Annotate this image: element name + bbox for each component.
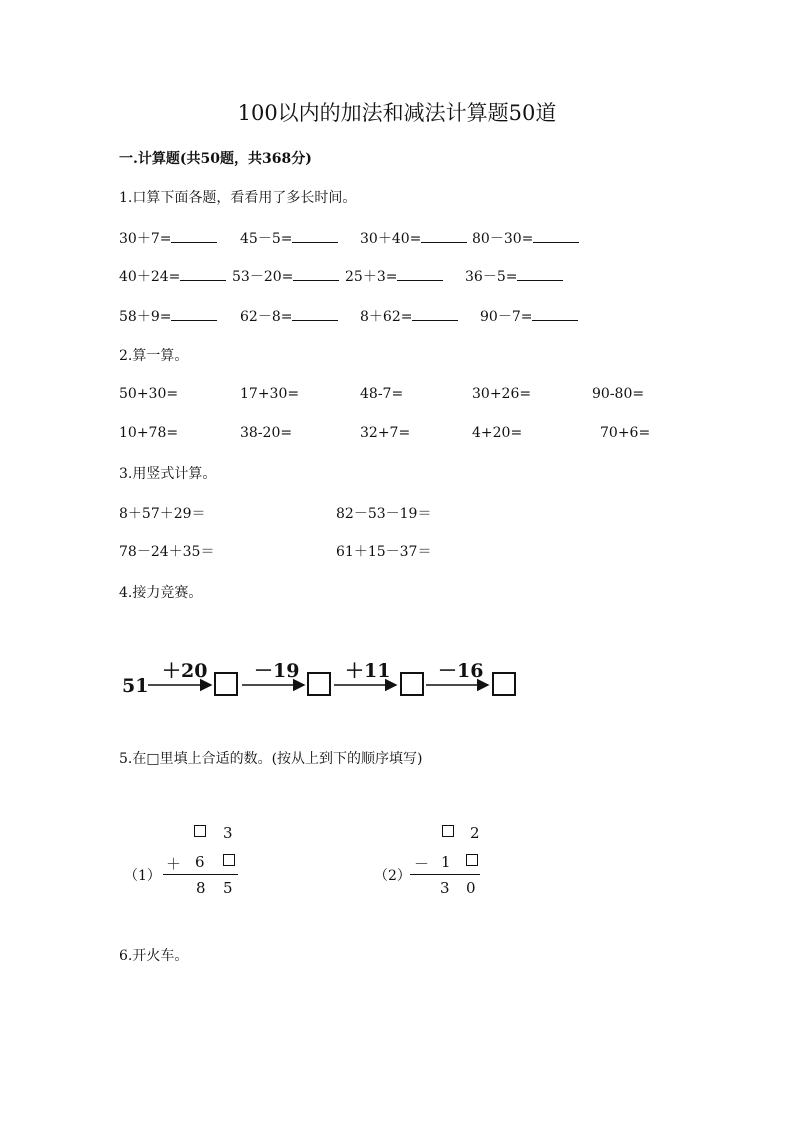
q2-item: 4+20=: [472, 425, 523, 441]
result-digit: 0: [466, 879, 476, 897]
q1-item: 8＋62=: [360, 306, 458, 326]
relay-answer-box[interactable]: [400, 672, 424, 696]
relay-operation: －16: [438, 660, 484, 682]
q1-item: 58＋9=: [119, 306, 217, 326]
question-6-label: 6.开火车。: [119, 948, 189, 964]
q2-item: 48-7=: [360, 386, 404, 402]
relay-answer-box[interactable]: [214, 672, 238, 696]
digit-answer-box[interactable]: [466, 854, 478, 866]
answer-blank[interactable]: [532, 307, 578, 321]
middle-digit: 6: [195, 853, 205, 871]
digit-answer-box[interactable]: [442, 825, 454, 837]
question-5-label: 5.在□里填上合适的数。(按从上到下的顺序填写): [119, 751, 423, 767]
operator: －: [414, 855, 430, 873]
sum-line: [163, 874, 238, 875]
answer-blank[interactable]: [412, 307, 458, 321]
q2-item: 32+7=: [360, 425, 411, 441]
q3-item: 78－24＋35＝: [119, 544, 215, 560]
relay-operation: ＋11: [345, 660, 391, 682]
q1-item: 30＋7=: [119, 228, 217, 248]
q3-item: 8＋57＋29＝: [119, 506, 206, 522]
answer-blank[interactable]: [293, 267, 339, 281]
q2-item: 10+78=: [119, 425, 179, 441]
top-digit: 2: [470, 824, 480, 842]
difference-line: [410, 874, 480, 875]
problem-tag: （2）: [374, 868, 411, 884]
digit-answer-box[interactable]: [194, 825, 206, 837]
q3-item: 82－53－19＝: [336, 506, 432, 522]
result-digit: 8: [196, 879, 206, 897]
question-1-label: 1.口算下面各题，看看用了多长时间。: [119, 190, 357, 206]
q1-item: 53－20=: [232, 266, 339, 286]
q1-item: 40＋24=: [119, 266, 226, 286]
q1-item: 36－5=: [465, 266, 563, 286]
answer-blank[interactable]: [517, 267, 563, 281]
result-digit: 3: [440, 879, 450, 897]
q2-item: 30+26=: [472, 386, 532, 402]
top-digit: 3: [223, 824, 233, 842]
page-title: 100以内的加法和减法计算题50道: [237, 101, 557, 125]
middle-digit: 1: [441, 853, 451, 871]
question-4-label: 4.接力竞赛。: [119, 585, 203, 601]
q2-item: 17+30=: [240, 386, 300, 402]
question-2-label: 2.算一算。: [119, 348, 189, 364]
answer-blank[interactable]: [180, 267, 226, 281]
operator: ＋: [166, 855, 182, 873]
q1-item: 90－7=: [480, 306, 578, 326]
result-digit: 5: [223, 879, 233, 897]
answer-blank[interactable]: [397, 267, 443, 281]
q2-item: 50+30=: [119, 386, 179, 402]
question-3-label: 3.用竖式计算。: [119, 466, 217, 482]
answer-blank[interactable]: [292, 229, 338, 243]
q2-item: 70+6=: [600, 425, 651, 441]
relay-operation: ＋20: [162, 660, 208, 682]
section-heading: 一.计算题(共50题，共368分): [119, 151, 312, 167]
digit-answer-box[interactable]: [223, 854, 235, 866]
relay-answer-box[interactable]: [492, 672, 516, 696]
q2-item: 38-20=: [240, 425, 293, 441]
q1-item: 62－8=: [240, 306, 338, 326]
q1-item: 30＋40=: [360, 228, 467, 248]
relay-answer-box[interactable]: [307, 672, 331, 696]
relay-start-number: 51: [122, 675, 149, 697]
q1-item: 45－5=: [240, 228, 338, 248]
q2-item: 90-80=: [592, 386, 645, 402]
relay-operation: －19: [254, 660, 300, 682]
answer-blank[interactable]: [533, 229, 579, 243]
answer-blank[interactable]: [171, 307, 217, 321]
q1-item: 80－30=: [472, 228, 579, 248]
problem-tag: （1）: [124, 868, 161, 884]
answer-blank[interactable]: [292, 307, 338, 321]
q3-item: 61＋15－37＝: [336, 544, 432, 560]
q1-item: 25＋3=: [345, 266, 443, 286]
answer-blank[interactable]: [171, 229, 217, 243]
answer-blank[interactable]: [421, 229, 467, 243]
